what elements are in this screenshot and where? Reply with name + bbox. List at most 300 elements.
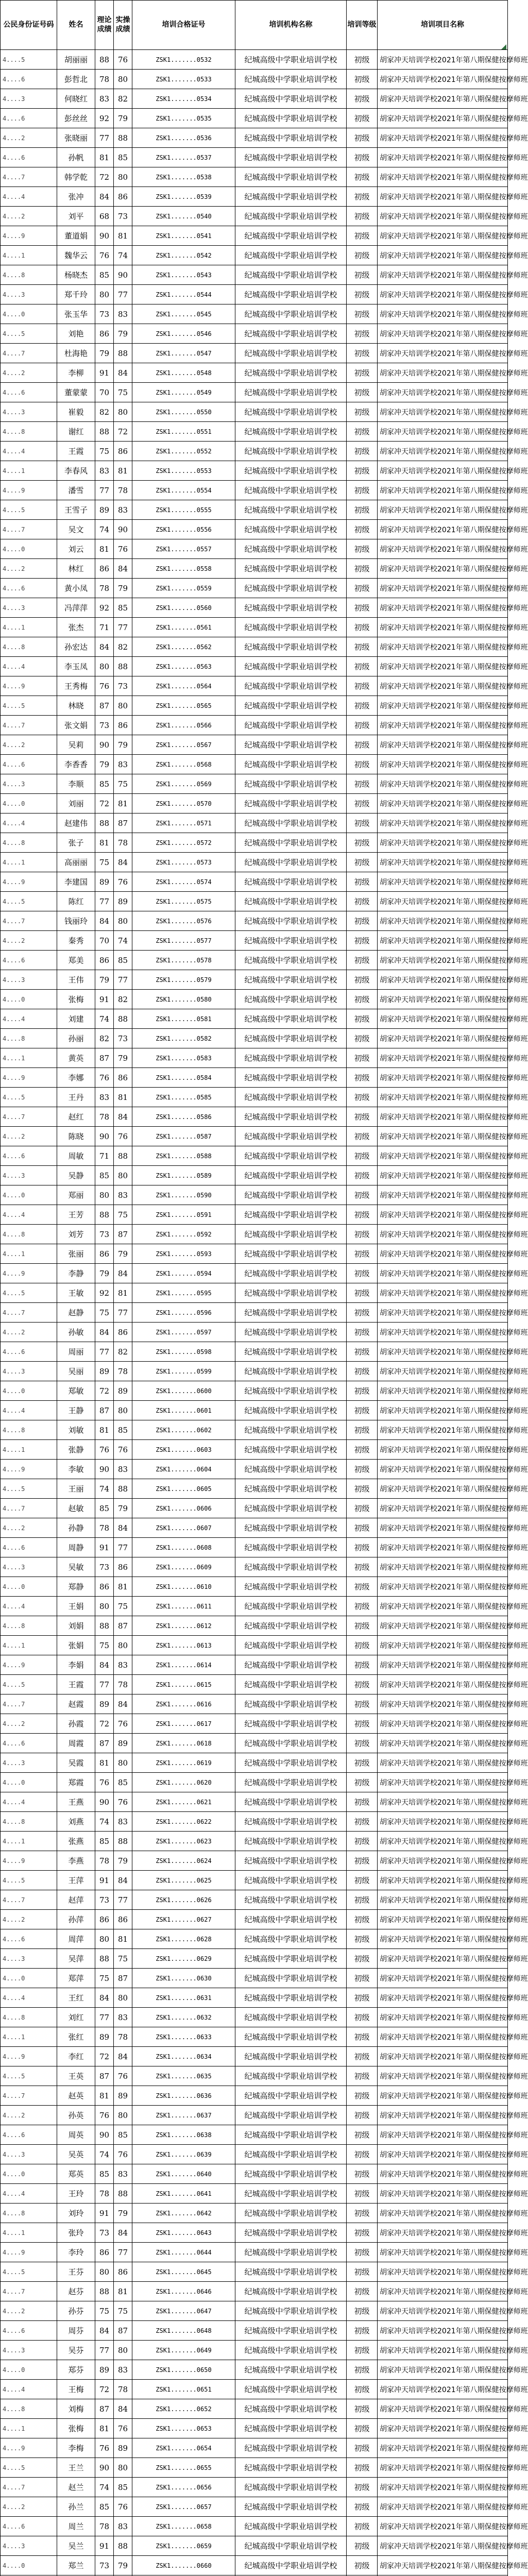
cell-cert-number: ZSK1.......0590: [132, 1185, 235, 1205]
cell-project-name: 胡家冲天培训学校2021年第八期保健按摩师班: [378, 833, 508, 853]
cell-level: 初级: [347, 2517, 378, 2536]
cell-id-number: 4....5: [1, 50, 57, 70]
cell-id-number: 4....9: [1, 2438, 57, 2458]
cell-practical-score: 88: [114, 1009, 132, 1029]
cell-name: 周英: [57, 2125, 95, 2145]
cell-name: 周萍: [57, 1929, 95, 1949]
cell-id-number: 4....7: [1, 911, 57, 931]
cell-name: 郑美: [57, 951, 95, 970]
cell-level: 初级: [347, 833, 378, 853]
cell-level: 初级: [347, 304, 378, 324]
cell-level: 初级: [347, 579, 378, 598]
cell-level: 初级: [347, 1499, 378, 1518]
cell-training-org: 纪城高级中学职业培训学校: [235, 1479, 347, 1499]
cell-cert-number: ZSK1.......0559: [132, 579, 235, 598]
cell-name: 陈晓: [57, 1127, 95, 1146]
cell-theory-score: 68: [95, 207, 114, 226]
cell-practical-score: 83: [114, 1655, 132, 1675]
cell-id-number: 4....1: [1, 1440, 57, 1460]
cell-project-name: 胡家冲天培训学校2021年第八期保健按摩师班: [378, 1323, 508, 1342]
cell-training-org: 纪城高级中学职业培训学校: [235, 2125, 347, 2145]
cell-level: 初级: [347, 148, 378, 167]
cell-project-name: 胡家冲天培训学校2021年第八期保健按摩师班: [378, 70, 508, 89]
cell-project-name: 胡家冲天培训学校2021年第八期保健按摩师班: [378, 814, 508, 833]
table-row: [1, 2262, 508, 2282]
cell-practical-score: 89: [114, 2086, 132, 2106]
cell-id-number: 4....6: [1, 1342, 57, 1362]
cell-cert-number: ZSK1.......0615: [132, 1675, 235, 1694]
cell-level: 初级: [347, 2399, 378, 2419]
table-row: [1, 1323, 508, 1342]
cell-project-name: 胡家冲天培训学校2021年第八期保健按摩师班: [378, 422, 508, 442]
cell-cert-number: ZSK1.......0551: [132, 422, 235, 442]
cell-cert-number: ZSK1.......0573: [132, 853, 235, 872]
cell-project-name: 胡家冲天培训学校2021年第八期保健按摩师班: [378, 2556, 508, 2575]
cell-theory-score: 86: [95, 1910, 114, 1929]
table-row: [1, 422, 508, 442]
table-row: [1, 2360, 508, 2380]
cell-theory-score: 74: [95, 1009, 114, 1029]
cell-level: 初级: [347, 539, 378, 559]
cell-project-name: 胡家冲天培训学校2021年第八期保健按摩师班: [378, 676, 508, 696]
cell-level: 初级: [347, 1929, 378, 1949]
cell-id-number: 4....9: [1, 481, 57, 500]
cell-name: 董蒙蒙: [57, 383, 95, 402]
cell-level: 初级: [347, 50, 378, 70]
cell-project-name: 胡家冲天培训学校2021年第八期保健按摩师班: [378, 1518, 508, 1538]
table-row: [1, 285, 508, 304]
cell-cert-number: ZSK1.......0614: [132, 1655, 235, 1675]
cell-project-name: 胡家冲天培训学校2021年第八期保健按摩师班: [378, 1949, 508, 1969]
cell-project-name: 胡家冲天培训学校2021年第八期保健按摩师班: [378, 1401, 508, 1420]
cell-id-number: 4....3: [1, 402, 57, 422]
cell-id-number: 4....5: [1, 1675, 57, 1694]
cell-practical-score: 80: [114, 1753, 132, 1773]
cell-project-name: 胡家冲天培训学校2021年第八期保健按摩师班: [378, 2399, 508, 2419]
cell-practical-score: 77: [114, 1303, 132, 1323]
cell-project-name: 胡家冲天培训学校2021年第八期保健按摩师班: [378, 2321, 508, 2341]
cell-practical-score: 82: [114, 1342, 132, 1362]
cell-cert-number: ZSK1.......0543: [132, 265, 235, 285]
cell-cert-number: ZSK1.......0597: [132, 1323, 235, 1342]
cell-level: 初级: [347, 774, 378, 794]
cell-training-org: 纪城高级中学职业培训学校: [235, 2438, 347, 2458]
cell-level: 初级: [347, 598, 378, 618]
cell-theory-score: 89: [95, 1694, 114, 1714]
cell-project-name: 胡家冲天培训学校2021年第八期保健按摩师班: [378, 1773, 508, 1792]
cell-cert-number: ZSK1.......0641: [132, 2184, 235, 2204]
cell-theory-score: 90: [95, 1792, 114, 1812]
cell-training-org: 纪城高级中学职业培训学校: [235, 1871, 347, 1890]
cell-theory-score: 90: [95, 2458, 114, 2478]
cell-training-org: 纪城高级中学职业培训学校: [235, 1518, 347, 1538]
cell-training-org: 纪城高级中学职业培训学校: [235, 2556, 347, 2575]
cell-theory-score: 87: [95, 696, 114, 716]
cell-practical-score: 88: [114, 1832, 132, 1851]
cell-project-name: 胡家冲天培训学校2021年第八期保健按摩师班: [378, 1694, 508, 1714]
cell-name: 王丽: [57, 1479, 95, 1499]
cell-level: 初级: [347, 2125, 378, 2145]
cell-theory-score: 78: [95, 2184, 114, 2204]
cell-theory-score: 73: [95, 1225, 114, 1244]
cell-level: 初级: [347, 226, 378, 246]
cell-practical-score: 77: [114, 1538, 132, 1557]
cell-cert-number: ZSK1.......0603: [132, 1440, 235, 1460]
cell-training-org: 纪城高级中学职业培训学校: [235, 1440, 347, 1460]
cell-cert-number: ZSK1.......0565: [132, 696, 235, 716]
cell-project-name: 胡家冲天培训学校2021年第八期保健按摩师班: [378, 1460, 508, 1479]
cell-id-number: 4....8: [1, 1225, 57, 1244]
cell-theory-score: 76: [95, 2438, 114, 2458]
cell-name: 刘玲: [57, 2204, 95, 2223]
cell-cert-number: ZSK1.......0638: [132, 2125, 235, 2145]
cell-name: 李建国: [57, 872, 95, 892]
cell-name: 王兰: [57, 2458, 95, 2478]
cell-name: 李娜: [57, 1068, 95, 1088]
table-row: [1, 1694, 508, 1714]
cell-level: 初级: [347, 716, 378, 735]
cell-training-org: 纪城高级中学职业培训学校: [235, 1694, 347, 1714]
cell-practical-score: 89: [114, 1381, 132, 1401]
cell-level: 初级: [347, 89, 378, 109]
cell-project-name: 胡家冲天培训学校2021年第八期保健按摩师班: [378, 1283, 508, 1303]
cell-project-name: 胡家冲天培训学校2021年第八期保健按摩师班: [378, 2223, 508, 2243]
cell-training-org: 纪城高级中学职业培训学校: [235, 637, 347, 657]
cell-practical-score: 81: [114, 1577, 132, 1597]
cell-theory-score: 90: [95, 226, 114, 246]
cell-id-number: 4....7: [1, 1499, 57, 1518]
table-row: [1, 1988, 508, 2008]
cell-theory-score: 84: [95, 1988, 114, 2008]
col-name: 姓名: [57, 1, 95, 50]
cell-theory-score: 87: [95, 2066, 114, 2086]
table-row: [1, 1420, 508, 1440]
cell-project-name: 胡家冲天培训学校2021年第八期保健按摩师班: [378, 951, 508, 970]
cell-name: 李柳: [57, 363, 95, 383]
cell-name: 孙英: [57, 2106, 95, 2125]
cell-training-org: 纪城高级中学职业培训学校: [235, 2008, 347, 2027]
cell-practical-score: 88: [114, 2536, 132, 2556]
cell-level: 初级: [347, 1734, 378, 1753]
cell-theory-score: 74: [95, 2145, 114, 2164]
table-row: [1, 2301, 508, 2321]
cell-practical-score: 76: [114, 2066, 132, 2086]
cell-practical-score: 84: [114, 2223, 132, 2243]
cell-training-org: 纪城高级中学职业培训学校: [235, 2419, 347, 2438]
cell-cert-number: ZSK1.......0534: [132, 89, 235, 109]
cell-cert-number: ZSK1.......0536: [132, 128, 235, 148]
cell-name: 张玉华: [57, 304, 95, 324]
table-row: [1, 951, 508, 970]
cell-training-org: 纪城高级中学职业培训学校: [235, 2517, 347, 2536]
table-row: [1, 539, 508, 559]
cell-id-number: 4....6: [1, 383, 57, 402]
cell-id-number: 4....6: [1, 2125, 57, 2145]
cell-id-number: 4....8: [1, 265, 57, 285]
cell-id-number: 4....2: [1, 2106, 57, 2125]
table-row: [1, 461, 508, 481]
cell-id-number: 4....8: [1, 637, 57, 657]
cell-name: 王红: [57, 1988, 95, 2008]
cell-cert-number: ZSK1.......0580: [132, 990, 235, 1009]
cell-id-number: 4....4: [1, 187, 57, 207]
cell-name: 魏华云: [57, 246, 95, 265]
cell-id-number: 4....1: [1, 1244, 57, 1264]
cell-theory-score: 74: [95, 2478, 114, 2497]
cell-training-org: 纪城高级中学职业培训学校: [235, 559, 347, 579]
table-row: [1, 853, 508, 872]
cell-name: 孙敏: [57, 1323, 95, 1342]
cell-training-org: 纪城高级中学职业培训学校: [235, 2458, 347, 2478]
cell-id-number: 4....3: [1, 1362, 57, 1381]
cell-cert-number: ZSK1.......0655: [132, 2458, 235, 2478]
cell-level: 初级: [347, 814, 378, 833]
cell-theory-score: 81: [95, 148, 114, 167]
cell-project-name: 胡家冲天培训学校2021年第八期保健按摩师班: [378, 1381, 508, 1401]
cell-id-number: 4....2: [1, 1518, 57, 1538]
cell-name: 张子: [57, 833, 95, 853]
cell-training-org: 纪城高级中学职业培训学校: [235, 1851, 347, 1871]
cell-level: 初级: [347, 1694, 378, 1714]
cell-theory-score: 74: [95, 1812, 114, 1832]
cell-name: 吴丽: [57, 1362, 95, 1381]
cell-project-name: 胡家冲天培训学校2021年第八期保健按摩师班: [378, 2145, 508, 2164]
cell-training-org: 纪城高级中学职业培训学校: [235, 1205, 347, 1225]
cell-name: 周丽: [57, 1342, 95, 1362]
table-row: [1, 442, 508, 461]
cell-id-number: 4....7: [1, 1890, 57, 1910]
cell-training-org: 纪城高级中学职业培训学校: [235, 442, 347, 461]
cell-name: 孙兰: [57, 2497, 95, 2517]
cell-training-org: 纪城高级中学职业培训学校: [235, 657, 347, 676]
cell-level: 初级: [347, 2301, 378, 2321]
cell-name: 杜海艳: [57, 344, 95, 363]
cell-theory-score: 90: [95, 1127, 114, 1146]
cell-project-name: 胡家冲天培训学校2021年第八期保健按摩师班: [378, 1048, 508, 1068]
table-row: [1, 148, 508, 167]
cell-cert-number: ZSK1.......0566: [132, 716, 235, 735]
cell-theory-score: 73: [95, 304, 114, 324]
col-id-number: 公民身份证号码: [1, 1, 57, 50]
cell-level: 初级: [347, 2536, 378, 2556]
table-row: [1, 1303, 508, 1323]
cell-practical-score: 75: [114, 1949, 132, 1969]
cell-name: 张晓丽: [57, 128, 95, 148]
cell-name: 吴霞: [57, 1753, 95, 1773]
table-row: [1, 2419, 508, 2438]
cell-theory-score: 72: [95, 2380, 114, 2399]
cell-level: 初级: [347, 324, 378, 344]
cell-level: 初级: [347, 402, 378, 422]
cell-practical-score: 79: [114, 1048, 132, 1068]
table-row: [1, 1616, 508, 1636]
cell-practical-score: 81: [114, 1929, 132, 1949]
cell-project-name: 胡家冲天培训学校2021年第八期保健按摩师班: [378, 598, 508, 618]
cell-cert-number: ZSK1.......0608: [132, 1538, 235, 1557]
table-row: [1, 2517, 508, 2536]
cell-training-org: 纪城高级中学职业培训学校: [235, 1753, 347, 1773]
cell-training-org: 纪城高级中学职业培训学校: [235, 618, 347, 637]
cell-name: 黄小凤: [57, 579, 95, 598]
cell-level: 初级: [347, 1714, 378, 1734]
cell-id-number: 4....5: [1, 500, 57, 520]
cell-cert-number: ZSK1.......0539: [132, 187, 235, 207]
cell-training-org: 纪城高级中学职业培训学校: [235, 2380, 347, 2399]
cell-cert-number: ZSK1.......0567: [132, 735, 235, 755]
cell-cert-number: ZSK1.......0632: [132, 2008, 235, 2027]
cell-level: 初级: [347, 2419, 378, 2438]
col-cert-number: 培训合格证号: [132, 1, 235, 50]
cell-name: 张梅: [57, 2419, 95, 2438]
table-row: [1, 2184, 508, 2204]
cell-training-org: 纪城高级中学职业培训学校: [235, 70, 347, 89]
cell-practical-score: 78: [114, 2380, 132, 2399]
table-row: [1, 1460, 508, 1479]
cell-cert-number: ZSK1.......0571: [132, 814, 235, 833]
cell-practical-score: 73: [114, 1029, 132, 1048]
cell-id-number: 4....0: [1, 1577, 57, 1597]
cell-practical-score: 85: [114, 1773, 132, 1792]
cell-project-name: 胡家冲天培训学校2021年第八期保健按摩师班: [378, 1714, 508, 1734]
cell-name: 刘丽: [57, 794, 95, 814]
cell-level: 初级: [347, 285, 378, 304]
cell-level: 初级: [347, 363, 378, 383]
table-row: [1, 481, 508, 500]
table-row: [1, 265, 508, 285]
cell-cert-number: ZSK1.......0582: [132, 1029, 235, 1048]
cell-project-name: 胡家冲天培训学校2021年第八期保健按摩师班: [378, 539, 508, 559]
table-row: [1, 1068, 508, 1088]
table-row: [1, 1832, 508, 1851]
cell-id-number: 4....3: [1, 2341, 57, 2360]
cell-project-name: 胡家冲天培训学校2021年第八期保健按摩师班: [378, 2262, 508, 2282]
cell-training-org: 纪城高级中学职业培训学校: [235, 2243, 347, 2262]
cell-level: 初级: [347, 1577, 378, 1597]
cell-training-org: 纪城高级中学职业培训学校: [235, 1323, 347, 1342]
cell-level: 初级: [347, 2556, 378, 2575]
cell-id-number: 4....3: [1, 2536, 57, 2556]
cell-id-number: 4....5: [1, 2458, 57, 2478]
cell-theory-score: 75: [95, 1969, 114, 1988]
cell-theory-score: 86: [95, 951, 114, 970]
cell-level: 初级: [347, 951, 378, 970]
table-row: [1, 1127, 508, 1146]
cell-practical-score: 84: [114, 1264, 132, 1283]
cell-training-org: 纪城高级中学职业培训学校: [235, 2321, 347, 2341]
cell-id-number: 4....9: [1, 2047, 57, 2066]
cell-training-org: 纪城高级中学职业培训学校: [235, 1381, 347, 1401]
cell-name: 王梅: [57, 2380, 95, 2399]
cell-training-org: 纪城高级中学职业培训学校: [235, 970, 347, 990]
table-row: [1, 109, 508, 128]
cell-project-name: 胡家冲天培训学校2021年第八期保健按摩师班: [378, 1205, 508, 1225]
cell-practical-score: 76: [114, 2497, 132, 2517]
cell-id-number: 4....7: [1, 344, 57, 363]
cell-cert-number: ZSK1.......0607: [132, 1518, 235, 1538]
cell-theory-score: 74: [95, 1479, 114, 1499]
cell-name: 王霞: [57, 442, 95, 461]
cell-theory-score: 88: [95, 814, 114, 833]
cell-cert-number: ZSK1.......0646: [132, 2282, 235, 2301]
cell-cert-number: ZSK1.......0560: [132, 598, 235, 618]
cell-training-org: 纪城高级中学职业培训学校: [235, 814, 347, 833]
cell-level: 初级: [347, 1832, 378, 1851]
cell-name: 孙萍: [57, 1910, 95, 1929]
cell-theory-score: 84: [95, 1655, 114, 1675]
cell-cert-number: ZSK1.......0563: [132, 657, 235, 676]
cell-training-org: 纪城高级中学职业培训学校: [235, 755, 347, 774]
col-level: 培训等级: [347, 1, 378, 50]
cell-name: 董道娟: [57, 226, 95, 246]
cell-level: 初级: [347, 1675, 378, 1694]
table-row: [1, 1753, 508, 1773]
cell-training-org: 纪城高级中学职业培训学校: [235, 2184, 347, 2204]
cell-id-number: 4....7: [1, 716, 57, 735]
cell-level: 初级: [347, 1910, 378, 1929]
cell-project-name: 胡家冲天培训学校2021年第八期保健按摩师班: [378, 696, 508, 716]
cell-training-org: 纪城高级中学职业培训学校: [235, 402, 347, 422]
cell-id-number: 4....1: [1, 461, 57, 481]
cell-training-org: 纪城高级中学职业培训学校: [235, 1675, 347, 1694]
cell-level: 初级: [347, 1655, 378, 1675]
cell-training-org: 纪城高级中学职业培训学校: [235, 2399, 347, 2419]
cell-cert-number: ZSK1.......0611: [132, 1597, 235, 1616]
cell-project-name: 胡家冲天培训学校2021年第八期保健按摩师班: [378, 226, 508, 246]
cell-project-name: 胡家冲天培训学校2021年第八期保健按摩师班: [378, 2380, 508, 2399]
cell-name: 郑静: [57, 1577, 95, 1597]
cell-name: 吴莉: [57, 735, 95, 755]
cell-practical-score: 75: [114, 383, 132, 402]
cell-training-org: 纪城高级中学职业培训学校: [235, 1460, 347, 1479]
table-row: [1, 892, 508, 911]
cell-theory-score: 77: [95, 1675, 114, 1694]
cell-id-number: 4....5: [1, 892, 57, 911]
cell-training-org: 纪城高级中学职业培训学校: [235, 1597, 347, 1616]
cell-name: 何晓红: [57, 89, 95, 109]
cell-name: 吴兰: [57, 2536, 95, 2556]
cell-project-name: 胡家冲天培训学校2021年第八期保健按摩师班: [378, 1009, 508, 1029]
cell-name: 高丽丽: [57, 853, 95, 872]
cell-name: 李敏: [57, 1460, 95, 1479]
table-row: [1, 618, 508, 637]
cell-id-number: 4....6: [1, 755, 57, 774]
cell-project-name: 胡家冲天培训学校2021年第八期保健按摩师班: [378, 246, 508, 265]
cell-project-name: 胡家冲天培训学校2021年第八期保健按摩师班: [378, 520, 508, 539]
cell-id-number: 4....9: [1, 2243, 57, 2262]
cell-id-number: 4....2: [1, 363, 57, 383]
cell-theory-score: 84: [95, 2321, 114, 2341]
table-row: [1, 2066, 508, 2086]
cell-practical-score: 79: [114, 2556, 132, 2575]
cell-id-number: 4....1: [1, 2223, 57, 2243]
cell-practical-score: 84: [114, 2399, 132, 2419]
cell-level: 初级: [347, 1616, 378, 1636]
cell-project-name: 胡家冲天培训学校2021年第八期保健按摩师班: [378, 1832, 508, 1851]
cell-practical-score: 89: [114, 2438, 132, 2458]
cell-name: 王雪子: [57, 500, 95, 520]
cell-id-number: 4....9: [1, 1068, 57, 1088]
cell-theory-score: 76: [95, 676, 114, 696]
cell-practical-score: 87: [114, 1616, 132, 1636]
cell-practical-score: 85: [114, 598, 132, 618]
cell-name: 赵敏: [57, 1499, 95, 1518]
cell-cert-number: ZSK1.......0574: [132, 872, 235, 892]
cell-project-name: 胡家冲天培训学校2021年第八期保健按摩师班: [378, 363, 508, 383]
cell-level: 初级: [347, 2145, 378, 2164]
cell-id-number: 4....4: [1, 1205, 57, 1225]
cell-training-org: 纪城高级中学职业培训学校: [235, 1185, 347, 1205]
cell-name: 李玉凤: [57, 657, 95, 676]
